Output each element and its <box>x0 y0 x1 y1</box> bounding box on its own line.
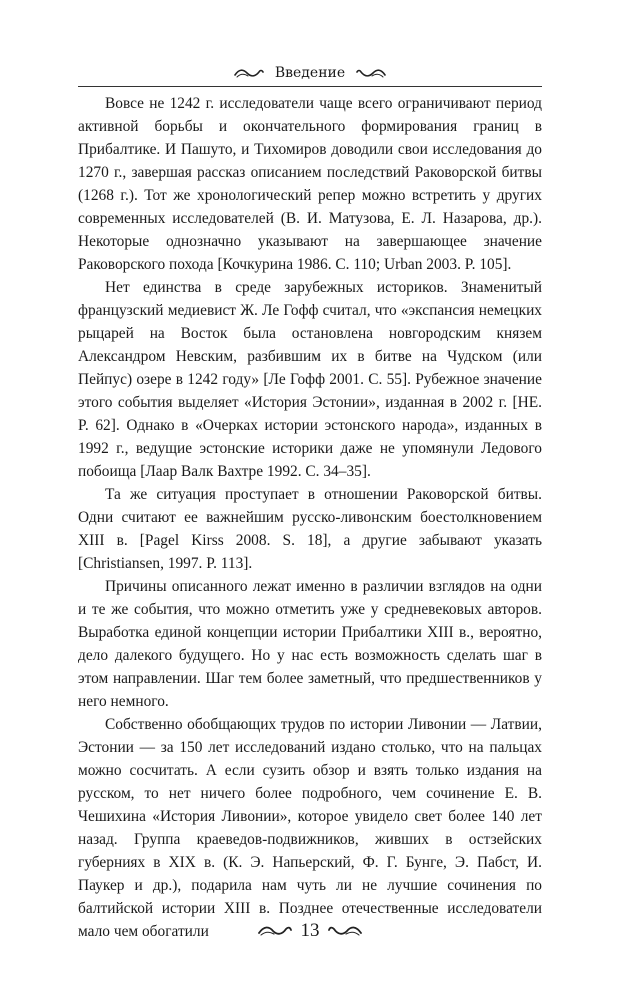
paragraph: Причины описанного лежат именно в различии взглядов на одни и те же события, что можно отметить уже у средневековых авторов. Выработка единой концепции истории Прибалтики XIII в., вероятно, дело далекого будущего. Но у нас есть возможность сделать шаг в этом направлении. Шаг тем более заметный, что предшественников у него немного. <box>78 578 542 710</box>
swash-ornament-icon <box>234 67 264 79</box>
body-text <box>78 92 542 943</box>
paragraph: Собственно обобщающих трудов по истории Ливонии — Латвии, Эстонии — за 150 лет исследований издано столько, что на пальцах можно сосчитать. А если сузить обзор и взять только издания на русском, то нет ничего более подробного, чем сочинение Е. В. Чешихина «История Ливонии», которое увидело свет более 140 лет назад. Группа краеведов-подвижников, живших в остзейских губерниях в XIX в. (К. Э. Напьерский, Ф. Г. Бунге, Э. Пабст, И. Паукер и др.), подарила нам чуть ли не лучшие сочинения по балтийской истории XIII в. Позднее отечественные исследователи мало чем обогатили <box>78 716 542 940</box>
paragraph: Вовсе не 1242 г. исследователи чаще всего ограничивают период активной борьбы и окончательного формирования границ в Прибалтике. И Пашуто, и Тихомиров доводили свои исследования до 1270 г., завершая рассказ описанием последствий Раковорской битвы (1268 г.). Тот же хронологический репер можно встретить у других современных исследователей (В. И. Матузова, Е. Л. Назарова, др.). Некоторые однозначно указывают на завершающее значение Раковорского похода [Кочкурина 1986. С. 110; Urban 2003. P. 105]. <box>78 95 542 273</box>
page-number: 13 <box>300 919 320 941</box>
swash-ornament-icon <box>356 67 386 79</box>
running-header-title: Введение <box>274 65 346 81</box>
paragraph: Та же ситуация проступает в отношении Раковорской битвы. Одни считают ее важнейшим русско-ливонским боестолкновением XIII в. [Pagel Kirss 2008. S. 18], а другие забывают указать [Christiansen, 1997. P. 113]. <box>78 486 542 572</box>
swash-ornament-icon <box>258 924 292 937</box>
running-header <box>78 62 542 84</box>
page-number-footer <box>78 918 542 942</box>
paragraph: Нет единства в среде зарубежных историков. Знаменитый французский медиевист Ж. Ле Гофф считал, что «экспансия немецких рыцарей на Восток была остановлена новгородским князем Александром Невским, разбившим их в битве на Чудском (или Пейпус) озере в 1242 году» [Ле Гофф 2001. С. 55]. Рубежное значение этого события выделяет «История Эстонии», изданная в 2002 г. [HE. P. 62]. Однако в «Очерках истории эстонского народа», изданных в 1992 г., ведущие эстонские историки даже не упомянули Ледового побоища [Лаар Валк Вахтре 1992. С. 34–35]. <box>78 279 542 480</box>
swash-ornament-icon <box>328 924 362 937</box>
header-rule <box>78 86 542 87</box>
